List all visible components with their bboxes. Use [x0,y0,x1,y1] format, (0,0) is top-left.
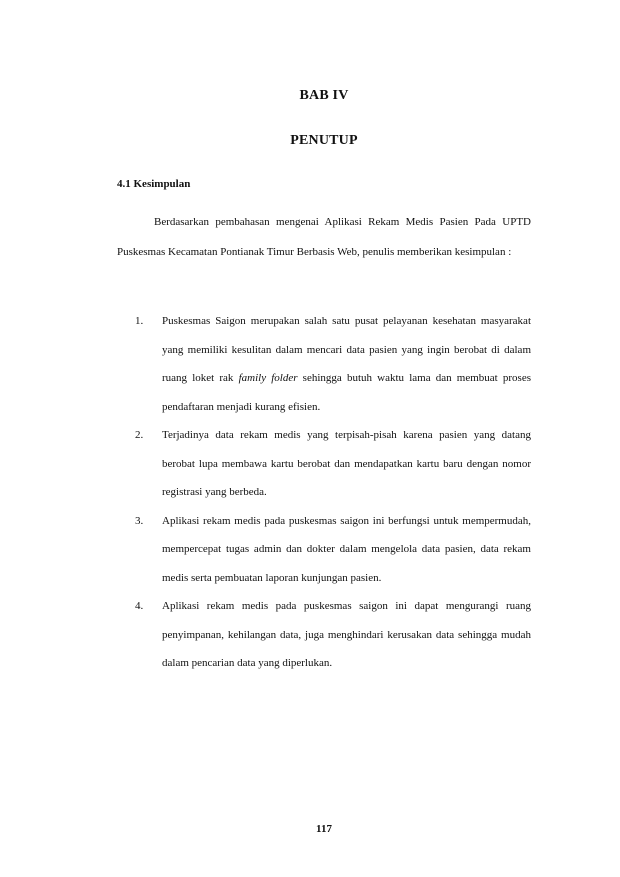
list-item-text-continued: sehingga butuh waktu lama dan membuat proses pendaftaran menjadi kurang efisien. [162,372,531,413]
list-item [117,507,531,593]
list-item-text: Puskesmas Saigon merupakan salah satu pusat pelayanan kesehatan masyarakat yang memiliki kesulitan dalam mencari data pasien yang ingin berobat di dalam ruang loket rak [162,315,531,384]
chapter-title: PENUTUP [290,133,358,148]
list-item-number: 1. [135,315,144,327]
list-item-text: Aplikasi rekam medis pada puskesmas saigon ini berfungsi untuk mempermudah, mempercepat tugas admin dan dokter dalam mengelola data pasien, data rekam medis serta pembuatan laporan kunjungan pasien. [162,514,531,584]
list-item-number: 3. [135,514,144,527]
list-item [117,592,531,678]
conclusion-list [117,307,531,678]
list-item [117,307,531,421]
list-item-text: Aplikasi rekam medis pada puskesmas saigon ini dapat mengurangi ruang penyimpanan, kehilangan data, juga menghindari kerusakan data sehingga mudah dalam pencarian data yang diperlukan. [162,600,531,669]
list-item-number: 2. [135,429,144,441]
page-number: 117 [316,823,332,835]
list-item-text: Terjadinya data rekam medis yang terpisah-pisah karena pasien yang datang berobat lupa membawa kartu berobat dan mendapatkan kartu baru dengan nomor registrasi yang berbeda. [162,429,531,498]
intro-paragraph: Berdasarkan pembahasan mengenai Aplikasi Rekam Medis Pasien Pada UPTD Puskesmas Kecamatan Pontianak Timur Berbasis Web, penulis memberikan kesimpulan : [117,216,531,258]
section-heading: 4.1 Kesimpulan [117,178,191,190]
list-item-emphasis: family folder [238,372,298,384]
chapter-heading: BAB IV [299,88,349,103]
list-item [117,421,531,507]
list-item-number: 4. [135,600,144,612]
